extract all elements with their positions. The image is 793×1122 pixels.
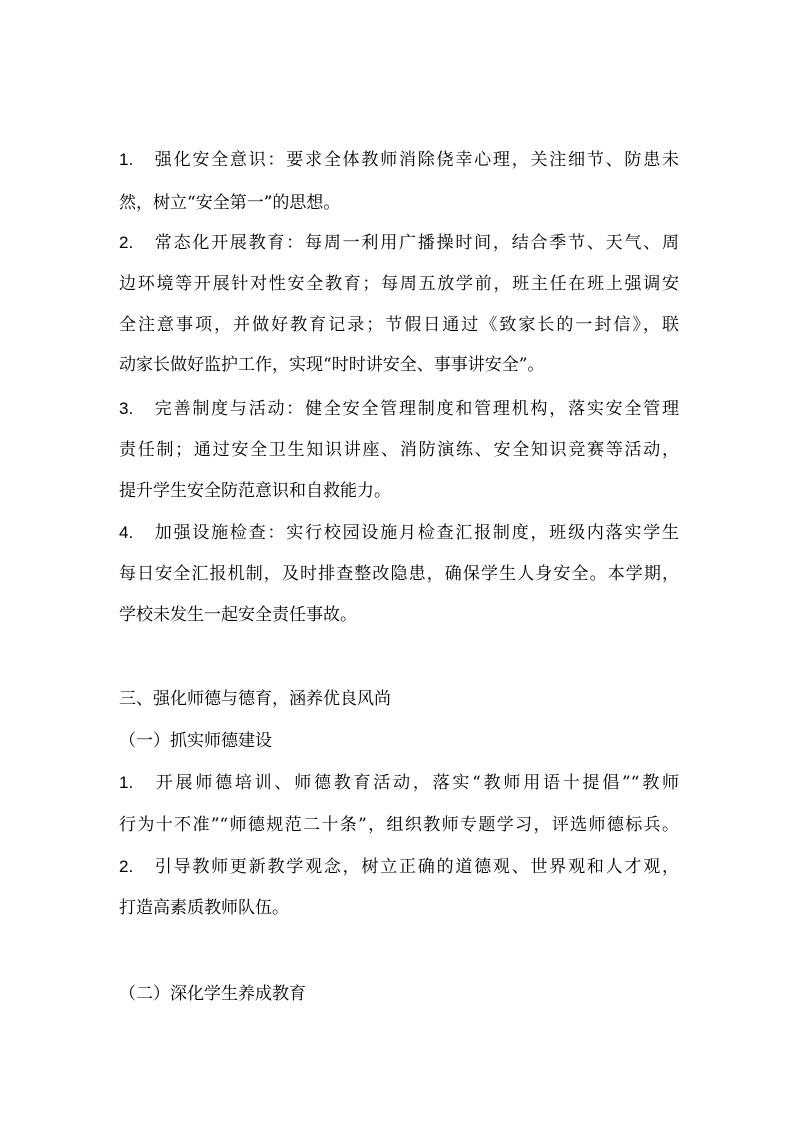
paragraph-line: 提升学生安全防范意识和自救能力。 [119,481,391,501]
paragraph-text: 强化安全意识：要求全体教师消除侥幸心理，关注细节、防患未 [153,150,679,170]
paragraph-text: 常态化开展教育：每周一利用广播操时间，结合季节、天气、周 [153,233,679,253]
paragraph-text: 加强设施检查：实行校园设施月检查汇报制度，班级内落实学生 [153,523,679,543]
paragraph-line: 每日安全汇报机制，及时排查整改隐患，确保学生人身安全。本学期， [119,564,679,584]
paragraph-line: 打造高素质教师队伍。 [119,898,289,918]
paragraph-line: 全注意事项，并做好教育记录；节假日通过《致家长的一封信》，联 [119,315,679,335]
paragraph-line [119,149,679,171]
paragraph-text: 引导教师更新教学观念，树立正确的道德观、世界观和人才观， [153,857,679,877]
paragraph-line: 学校未发生一起安全责任事故。 [119,605,357,625]
list-number: 1. [119,150,134,169]
list-number: 1. [119,773,134,792]
subsection-heading: （一）抓实师德建设 [119,731,272,751]
paragraph-text: 完善制度与活动：健全安全管理制度和管理机构，落实安全管理 [153,399,679,419]
list-number: 2. [119,233,134,252]
list-number: 3. [119,399,134,418]
paragraph-line [119,772,679,794]
paragraph-text: 开展师德培训、师德教育活动，落实“教师用语十提倡”“教师 [153,773,679,793]
paragraph-line: 责任制；通过安全卫生知识讲座、消防演练、安全知识竞赛等活动， [119,440,679,460]
paragraph-line: 然，树立“安全第一”的思想。 [119,193,341,213]
paragraph-line [119,398,679,420]
list-number: 2. [119,857,134,876]
paragraph-line [119,522,679,544]
section-heading: 三、强化师德与德育，涵养优良风尚 [119,689,391,709]
paragraph-line: 动家长做好监护工作，实现“时时讲安全、事事讲安全”。 [119,355,545,375]
paragraph-line: 边环境等开展针对性安全教育；每周五放学前，班主任在班上强调安 [119,274,679,294]
paragraph-line [119,856,679,878]
paragraph-line: 行为十不准”“师德规范二十条”，组织教师专题学习，评选师德标兵。 [119,815,679,835]
list-number: 4. [119,523,134,542]
paragraph-line [119,232,679,254]
subsection-heading: （二）深化学生养成教育 [119,984,306,1004]
